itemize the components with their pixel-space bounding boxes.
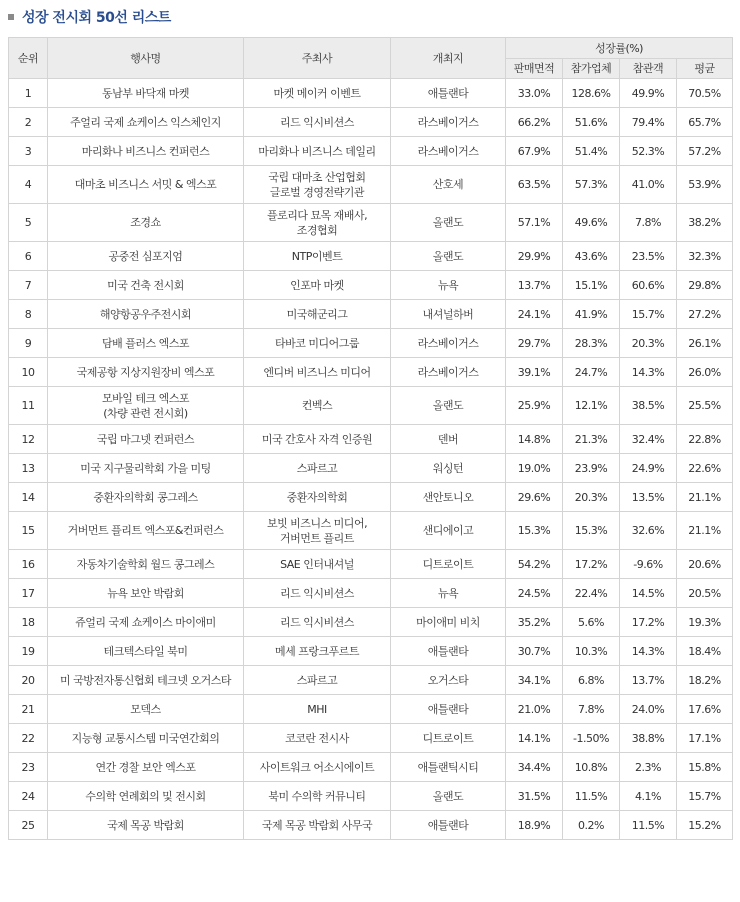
cell-area: 19.0%	[506, 454, 563, 483]
cell-area: 13.7%	[506, 271, 563, 300]
cell-average: 15.7%	[677, 782, 733, 811]
table-row	[9, 271, 733, 300]
cell-area: 66.2%	[506, 108, 563, 137]
table-row	[9, 782, 733, 811]
cell-rank: 4	[9, 166, 48, 204]
cell-rank: 5	[9, 204, 48, 242]
cell-rank: 6	[9, 242, 48, 271]
table-row	[9, 79, 733, 108]
cell-exhibitors: 28.3%	[563, 329, 620, 358]
cell-organizer: 리드 익시비션스	[244, 579, 391, 608]
cell-exhibitors: 17.2%	[563, 550, 620, 579]
cell-rank: 3	[9, 137, 48, 166]
table-row	[9, 579, 733, 608]
cell-average: 21.1%	[677, 483, 733, 512]
cell-venue: 디트로이트	[391, 724, 506, 753]
cell-area: 31.5%	[506, 782, 563, 811]
cell-event: 미국 건축 전시회	[48, 271, 244, 300]
table-row	[9, 637, 733, 666]
growth-exhibitions-table	[8, 37, 733, 840]
cell-area: 18.9%	[506, 811, 563, 840]
cell-exhibitors: 43.6%	[563, 242, 620, 271]
cell-visitors: -9.6%	[620, 550, 677, 579]
cell-event: 쥬얼리 국제 쇼케이스 마이애미	[48, 608, 244, 637]
cell-event: 국제공항 지상지원장비 엑스포	[48, 358, 244, 387]
cell-organizer: 미국해군리그	[244, 300, 391, 329]
cell-event: 담배 플러스 엑스포	[48, 329, 244, 358]
cell-venue: 오거스타	[391, 666, 506, 695]
header-rank: 순위	[9, 38, 48, 79]
cell-average: 38.2%	[677, 204, 733, 242]
table-row	[9, 454, 733, 483]
cell-visitors: 11.5%	[620, 811, 677, 840]
cell-venue: 애틀랜틱시티	[391, 753, 506, 782]
cell-visitors: 60.6%	[620, 271, 677, 300]
cell-visitors: 24.9%	[620, 454, 677, 483]
cell-rank: 15	[9, 512, 48, 550]
cell-event: 마리화나 비즈니스 컨퍼런스	[48, 137, 244, 166]
cell-exhibitors: 128.6%	[563, 79, 620, 108]
cell-venue: 라스베이거스	[391, 329, 506, 358]
cell-average: 25.5%	[677, 387, 733, 425]
cell-average: 19.3%	[677, 608, 733, 637]
cell-average: 29.8%	[677, 271, 733, 300]
cell-event: 조경쇼	[48, 204, 244, 242]
cell-average: 17.1%	[677, 724, 733, 753]
cell-exhibitors: -1.50%	[563, 724, 620, 753]
cell-event: 해양항공우주전시회	[48, 300, 244, 329]
cell-organizer: 코코란 전시사	[244, 724, 391, 753]
cell-area: 30.7%	[506, 637, 563, 666]
cell-average: 57.2%	[677, 137, 733, 166]
cell-organizer: 마켓 메이커 이벤트	[244, 79, 391, 108]
cell-exhibitors: 5.6%	[563, 608, 620, 637]
cell-event: 지능형 교통시스템 미국연간회의	[48, 724, 244, 753]
header-organizer: 주최사	[244, 38, 391, 79]
cell-average: 32.3%	[677, 242, 733, 271]
cell-visitors: 13.5%	[620, 483, 677, 512]
cell-average: 65.7%	[677, 108, 733, 137]
cell-area: 34.1%	[506, 666, 563, 695]
cell-event: 미 국방전자통신협회 테크넷 오거스타	[48, 666, 244, 695]
cell-rank: 14	[9, 483, 48, 512]
cell-venue: 워싱턴	[391, 454, 506, 483]
cell-visitors: 14.3%	[620, 358, 677, 387]
cell-rank: 1	[9, 79, 48, 108]
cell-visitors: 2.3%	[620, 753, 677, 782]
cell-area: 24.1%	[506, 300, 563, 329]
cell-rank: 20	[9, 666, 48, 695]
title-row	[8, 7, 171, 27]
header-growth: 성장률(%)	[506, 38, 733, 59]
cell-organizer: 플로리다 묘목 재배사, 조경협회	[244, 204, 391, 242]
table-row	[9, 550, 733, 579]
cell-average: 20.5%	[677, 579, 733, 608]
cell-venue: 애틀랜타	[391, 695, 506, 724]
table-row	[9, 108, 733, 137]
cell-average: 22.8%	[677, 425, 733, 454]
cell-event: 동남부 바닥재 마켓	[48, 79, 244, 108]
cell-visitors: 14.3%	[620, 637, 677, 666]
table-row	[9, 204, 733, 242]
table-row	[9, 483, 733, 512]
cell-event: 거버먼트 플리트 엑스포&컨퍼런스	[48, 512, 244, 550]
cell-event: 국제 목공 박람회	[48, 811, 244, 840]
cell-exhibitors: 21.3%	[563, 425, 620, 454]
header-venue: 개최지	[391, 38, 506, 79]
cell-visitors: 52.3%	[620, 137, 677, 166]
cell-exhibitors: 57.3%	[563, 166, 620, 204]
table-row	[9, 242, 733, 271]
cell-rank: 24	[9, 782, 48, 811]
header-event: 행사명	[48, 38, 244, 79]
cell-visitors: 20.3%	[620, 329, 677, 358]
cell-average: 22.6%	[677, 454, 733, 483]
cell-event: 뉴욕 보안 박람회	[48, 579, 244, 608]
cell-venue: 올랜도	[391, 387, 506, 425]
header-average: 평균	[677, 59, 733, 79]
cell-average: 70.5%	[677, 79, 733, 108]
cell-organizer: 컨벡스	[244, 387, 391, 425]
cell-area: 63.5%	[506, 166, 563, 204]
cell-venue: 애틀랜타	[391, 637, 506, 666]
cell-average: 15.2%	[677, 811, 733, 840]
cell-visitors: 32.4%	[620, 425, 677, 454]
cell-area: 15.3%	[506, 512, 563, 550]
cell-average: 18.4%	[677, 637, 733, 666]
cell-exhibitors: 7.8%	[563, 695, 620, 724]
cell-average: 15.8%	[677, 753, 733, 782]
cell-rank: 7	[9, 271, 48, 300]
cell-venue: 샌안토니오	[391, 483, 506, 512]
table-row	[9, 425, 733, 454]
header-visitors: 참관객	[620, 59, 677, 79]
cell-area: 35.2%	[506, 608, 563, 637]
cell-organizer: 국립 대마초 산업협회 글로벌 경영전략기관	[244, 166, 391, 204]
table-row	[9, 666, 733, 695]
cell-average: 53.9%	[677, 166, 733, 204]
table-row	[9, 512, 733, 550]
cell-organizer: NTP이벤트	[244, 242, 391, 271]
cell-venue: 올랜도	[391, 782, 506, 811]
cell-rank: 22	[9, 724, 48, 753]
cell-average: 20.6%	[677, 550, 733, 579]
cell-area: 14.8%	[506, 425, 563, 454]
cell-venue: 라스베이거스	[391, 358, 506, 387]
table-row	[9, 137, 733, 166]
cell-organizer: SAE 인터내셔널	[244, 550, 391, 579]
cell-area: 25.9%	[506, 387, 563, 425]
cell-area: 29.7%	[506, 329, 563, 358]
cell-exhibitors: 10.3%	[563, 637, 620, 666]
cell-venue: 디트로이트	[391, 550, 506, 579]
cell-average: 26.0%	[677, 358, 733, 387]
cell-visitors: 15.7%	[620, 300, 677, 329]
cell-area: 29.9%	[506, 242, 563, 271]
cell-area: 57.1%	[506, 204, 563, 242]
cell-organizer: 리드 익시비션스	[244, 608, 391, 637]
cell-event: 모바일 테크 엑스포 (차량 관련 전시회)	[48, 387, 244, 425]
cell-event: 공중전 심포지엄	[48, 242, 244, 271]
cell-rank: 11	[9, 387, 48, 425]
table-body	[9, 79, 733, 840]
cell-rank: 19	[9, 637, 48, 666]
cell-rank: 9	[9, 329, 48, 358]
cell-event: 미국 지구물리학회 가을 미팅	[48, 454, 244, 483]
cell-exhibitors: 10.8%	[563, 753, 620, 782]
table-row	[9, 753, 733, 782]
cell-exhibitors: 12.1%	[563, 387, 620, 425]
cell-organizer: 스파르고	[244, 454, 391, 483]
cell-organizer: 인포마 마켓	[244, 271, 391, 300]
cell-venue: 애틀랜타	[391, 79, 506, 108]
cell-visitors: 17.2%	[620, 608, 677, 637]
cell-average: 27.2%	[677, 300, 733, 329]
cell-organizer: 중환자의학회	[244, 483, 391, 512]
cell-rank: 25	[9, 811, 48, 840]
cell-exhibitors: 6.8%	[563, 666, 620, 695]
cell-event: 대마초 비즈니스 서밋 & 엑스포	[48, 166, 244, 204]
cell-rank: 2	[9, 108, 48, 137]
table-row	[9, 387, 733, 425]
cell-event: 테크텍스타일 북미	[48, 637, 244, 666]
cell-organizer: 국제 목공 박람회 사무국	[244, 811, 391, 840]
cell-event: 중환자의학회 콩그레스	[48, 483, 244, 512]
cell-visitors: 23.5%	[620, 242, 677, 271]
cell-event: 연간 경찰 보안 엑스포	[48, 753, 244, 782]
cell-organizer: 보빗 비즈니스 미디어, 거버먼트 플리트	[244, 512, 391, 550]
table-row	[9, 358, 733, 387]
cell-average: 26.1%	[677, 329, 733, 358]
cell-visitors: 24.0%	[620, 695, 677, 724]
cell-exhibitors: 51.4%	[563, 137, 620, 166]
cell-visitors: 41.0%	[620, 166, 677, 204]
cell-venue: 덴버	[391, 425, 506, 454]
cell-event: 주얼리 국제 쇼케이스 익스체인지	[48, 108, 244, 137]
cell-organizer: MHI	[244, 695, 391, 724]
table-row	[9, 811, 733, 840]
cell-rank: 18	[9, 608, 48, 637]
cell-area: 33.0%	[506, 79, 563, 108]
cell-visitors: 13.7%	[620, 666, 677, 695]
cell-venue: 뉴욕	[391, 271, 506, 300]
table-row	[9, 695, 733, 724]
cell-average: 17.6%	[677, 695, 733, 724]
cell-organizer: 리드 익시비션스	[244, 108, 391, 137]
cell-organizer: 메세 프랑크푸르트	[244, 637, 391, 666]
cell-organizer: 미국 간호사 자격 인증원	[244, 425, 391, 454]
cell-area: 29.6%	[506, 483, 563, 512]
cell-area: 67.9%	[506, 137, 563, 166]
table-row	[9, 608, 733, 637]
cell-organizer: 스파르고	[244, 666, 391, 695]
cell-rank: 17	[9, 579, 48, 608]
cell-rank: 8	[9, 300, 48, 329]
cell-area: 21.0%	[506, 695, 563, 724]
cell-venue: 내셔널하버	[391, 300, 506, 329]
cell-exhibitors: 22.4%	[563, 579, 620, 608]
cell-rank: 10	[9, 358, 48, 387]
cell-area: 14.1%	[506, 724, 563, 753]
cell-area: 54.2%	[506, 550, 563, 579]
cell-average: 21.1%	[677, 512, 733, 550]
cell-organizer: 사이트워크 어소시에이트	[244, 753, 391, 782]
cell-visitors: 38.8%	[620, 724, 677, 753]
cell-venue: 올랜도	[391, 204, 506, 242]
cell-event: 자동차기술학회 월드 콩그레스	[48, 550, 244, 579]
cell-rank: 23	[9, 753, 48, 782]
header-exhibitors: 참가업체	[563, 59, 620, 79]
cell-visitors: 14.5%	[620, 579, 677, 608]
cell-exhibitors: 49.6%	[563, 204, 620, 242]
cell-venue: 라스베이거스	[391, 108, 506, 137]
page-title: 성장 전시회 50선 리스트	[22, 10, 171, 26]
cell-venue: 라스베이거스	[391, 137, 506, 166]
cell-visitors: 49.9%	[620, 79, 677, 108]
cell-venue: 뉴욕	[391, 579, 506, 608]
cell-venue: 마이애미 비치	[391, 608, 506, 637]
cell-exhibitors: 20.3%	[563, 483, 620, 512]
cell-exhibitors: 23.9%	[563, 454, 620, 483]
square-bullet-icon	[8, 14, 14, 20]
cell-visitors: 79.4%	[620, 108, 677, 137]
header-area: 판매면적	[506, 59, 563, 79]
cell-exhibitors: 0.2%	[563, 811, 620, 840]
cell-area: 24.5%	[506, 579, 563, 608]
cell-visitors: 32.6%	[620, 512, 677, 550]
cell-exhibitors: 24.7%	[563, 358, 620, 387]
cell-visitors: 7.8%	[620, 204, 677, 242]
cell-venue: 산호세	[391, 166, 506, 204]
cell-exhibitors: 11.5%	[563, 782, 620, 811]
table-row	[9, 166, 733, 204]
cell-venue: 애틀랜타	[391, 811, 506, 840]
cell-organizer: 북미 수의학 커뮤니티	[244, 782, 391, 811]
cell-area: 34.4%	[506, 753, 563, 782]
cell-venue: 샌디에이고	[391, 512, 506, 550]
cell-organizer: 타바코 미디어그룹	[244, 329, 391, 358]
cell-organizer: 엔디버 비즈니스 미디어	[244, 358, 391, 387]
cell-exhibitors: 41.9%	[563, 300, 620, 329]
cell-event: 국립 마그넷 컨퍼런스	[48, 425, 244, 454]
cell-exhibitors: 15.1%	[563, 271, 620, 300]
table-row	[9, 300, 733, 329]
cell-visitors: 4.1%	[620, 782, 677, 811]
cell-rank: 21	[9, 695, 48, 724]
cell-organizer: 마리화나 비즈니스 데일리	[244, 137, 391, 166]
cell-rank: 16	[9, 550, 48, 579]
cell-exhibitors: 51.6%	[563, 108, 620, 137]
table-row	[9, 329, 733, 358]
cell-rank: 13	[9, 454, 48, 483]
table-row	[9, 724, 733, 753]
cell-event: 모덱스	[48, 695, 244, 724]
cell-visitors: 38.5%	[620, 387, 677, 425]
cell-area: 39.1%	[506, 358, 563, 387]
cell-average: 18.2%	[677, 666, 733, 695]
cell-exhibitors: 15.3%	[563, 512, 620, 550]
cell-venue: 올랜도	[391, 242, 506, 271]
cell-event: 수의학 연례회의 및 전시회	[48, 782, 244, 811]
cell-rank: 12	[9, 425, 48, 454]
